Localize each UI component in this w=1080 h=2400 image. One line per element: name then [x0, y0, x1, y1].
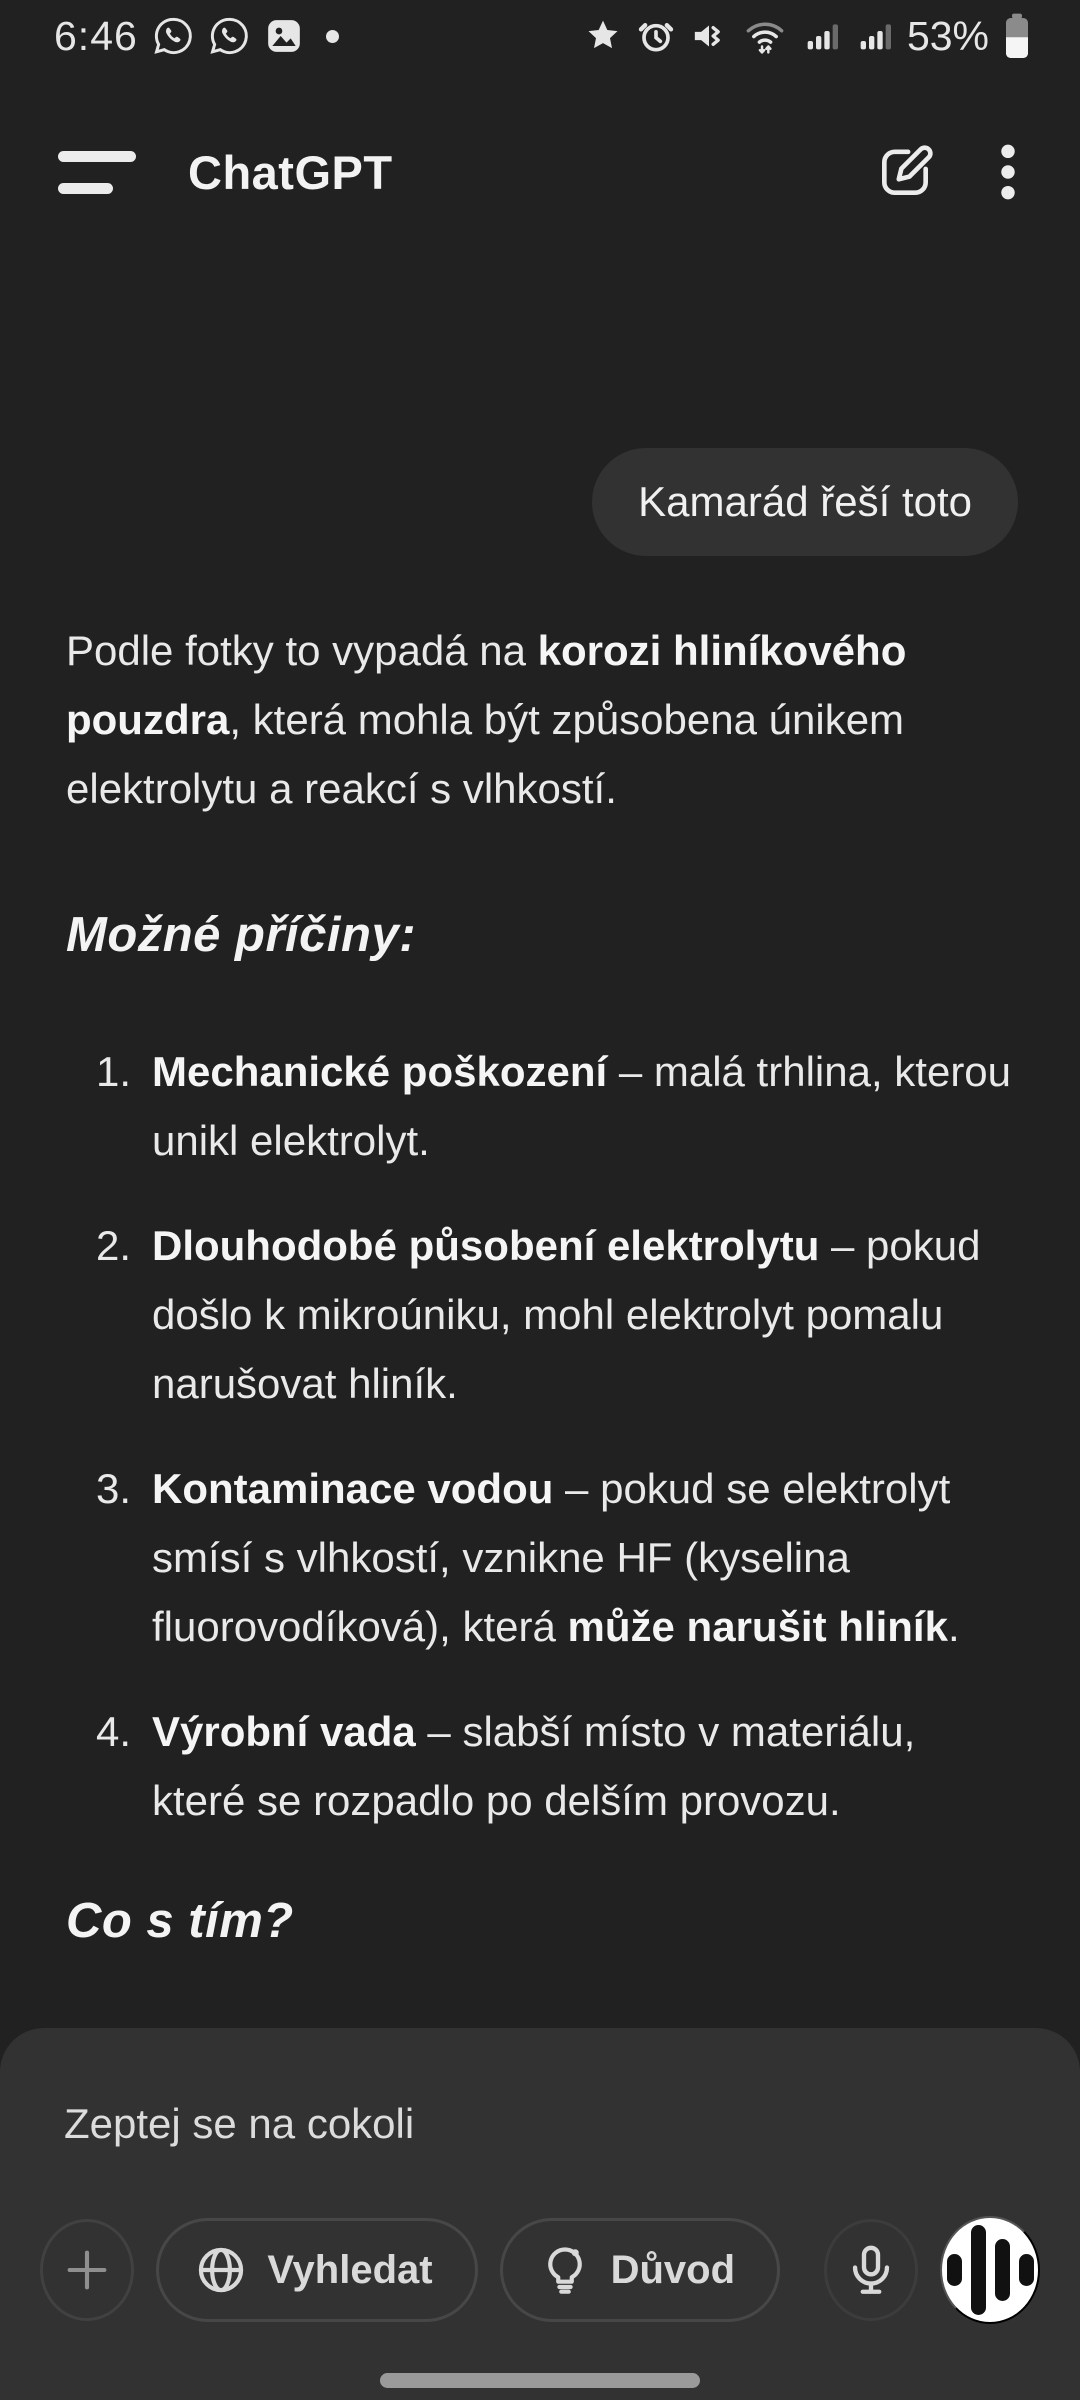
reason-button-label: Důvod	[610, 2247, 735, 2292]
microphone-icon	[842, 2241, 900, 2299]
globe-icon	[193, 2242, 249, 2298]
kebab-menu-icon[interactable]	[1000, 141, 1016, 203]
alarm-icon	[636, 16, 676, 56]
list-item: 4. Výrobní vada – slabší místo v materiálu, které se rozpadlo po delším provozu.	[96, 1708, 916, 1824]
sidebar-menu-icon[interactable]	[58, 151, 138, 194]
home-indicator-bar[interactable]	[380, 2373, 700, 2388]
voice-mode-button[interactable]	[940, 2216, 1040, 2324]
clock-time: 6:46	[54, 12, 138, 59]
whatsapp-icon	[152, 15, 194, 57]
assistant-intro-paragraph: Podle fotky to vypadá na korozi hliníkového pouzdra, která mohla být způsobena únikem elektrolytu a reakcí s vlhkostí.	[66, 627, 907, 812]
battery-percent: 53%	[906, 12, 989, 59]
list-item: 1. Mechanické poškození – malá trhlina, kterou unikl elektrolyt.	[96, 1048, 1012, 1164]
gallery-icon	[264, 16, 304, 56]
battery-icon	[1002, 12, 1032, 60]
voice-waveform-icon	[947, 2225, 1034, 2315]
causes-heading: Možné příčiny:	[66, 908, 417, 962]
status-bar	[0, 0, 1080, 66]
composer-toolbar	[40, 2216, 1040, 2324]
search-button[interactable]	[156, 2218, 477, 2322]
star-icon	[583, 16, 623, 56]
user-message-bubble[interactable]: Kamarád řeší toto	[592, 448, 1018, 556]
causes-list	[66, 1037, 1018, 1835]
add-attachment-button[interactable]	[40, 2219, 134, 2321]
dictate-button[interactable]	[824, 2219, 918, 2321]
reason-button[interactable]	[500, 2218, 780, 2322]
compose-icon[interactable]	[874, 141, 936, 203]
next-heading: Co s tím?	[66, 1894, 294, 1948]
wifi-icon	[742, 15, 788, 57]
notification-dot-icon	[326, 30, 339, 43]
chat-thread	[0, 448, 1080, 1949]
signal-icon	[801, 16, 841, 56]
page-title: ChatGPT	[188, 145, 393, 199]
search-button-label: Vyhledat	[267, 2247, 433, 2292]
lightbulb-icon	[537, 2242, 593, 2298]
message-input[interactable]	[64, 2094, 944, 2154]
composer-sheet	[0, 2028, 1080, 2400]
signal-icon	[854, 16, 894, 56]
list-item: 2. Dlouhodobé působení elektrolytu – pokud došlo k mikroúniku, mohl elektrolyt pomalu narušovat hliník.	[96, 1222, 981, 1407]
mute-vibrate-icon	[689, 16, 729, 56]
list-item: 3. Kontaminace vodou – pokud se elektrolyt smísí s vlhkostí, vznikne HF (kyselina fluorovodíková), která může narušit hliník.	[96, 1465, 960, 1650]
whatsapp-icon	[208, 15, 250, 57]
app-header	[0, 124, 1080, 220]
